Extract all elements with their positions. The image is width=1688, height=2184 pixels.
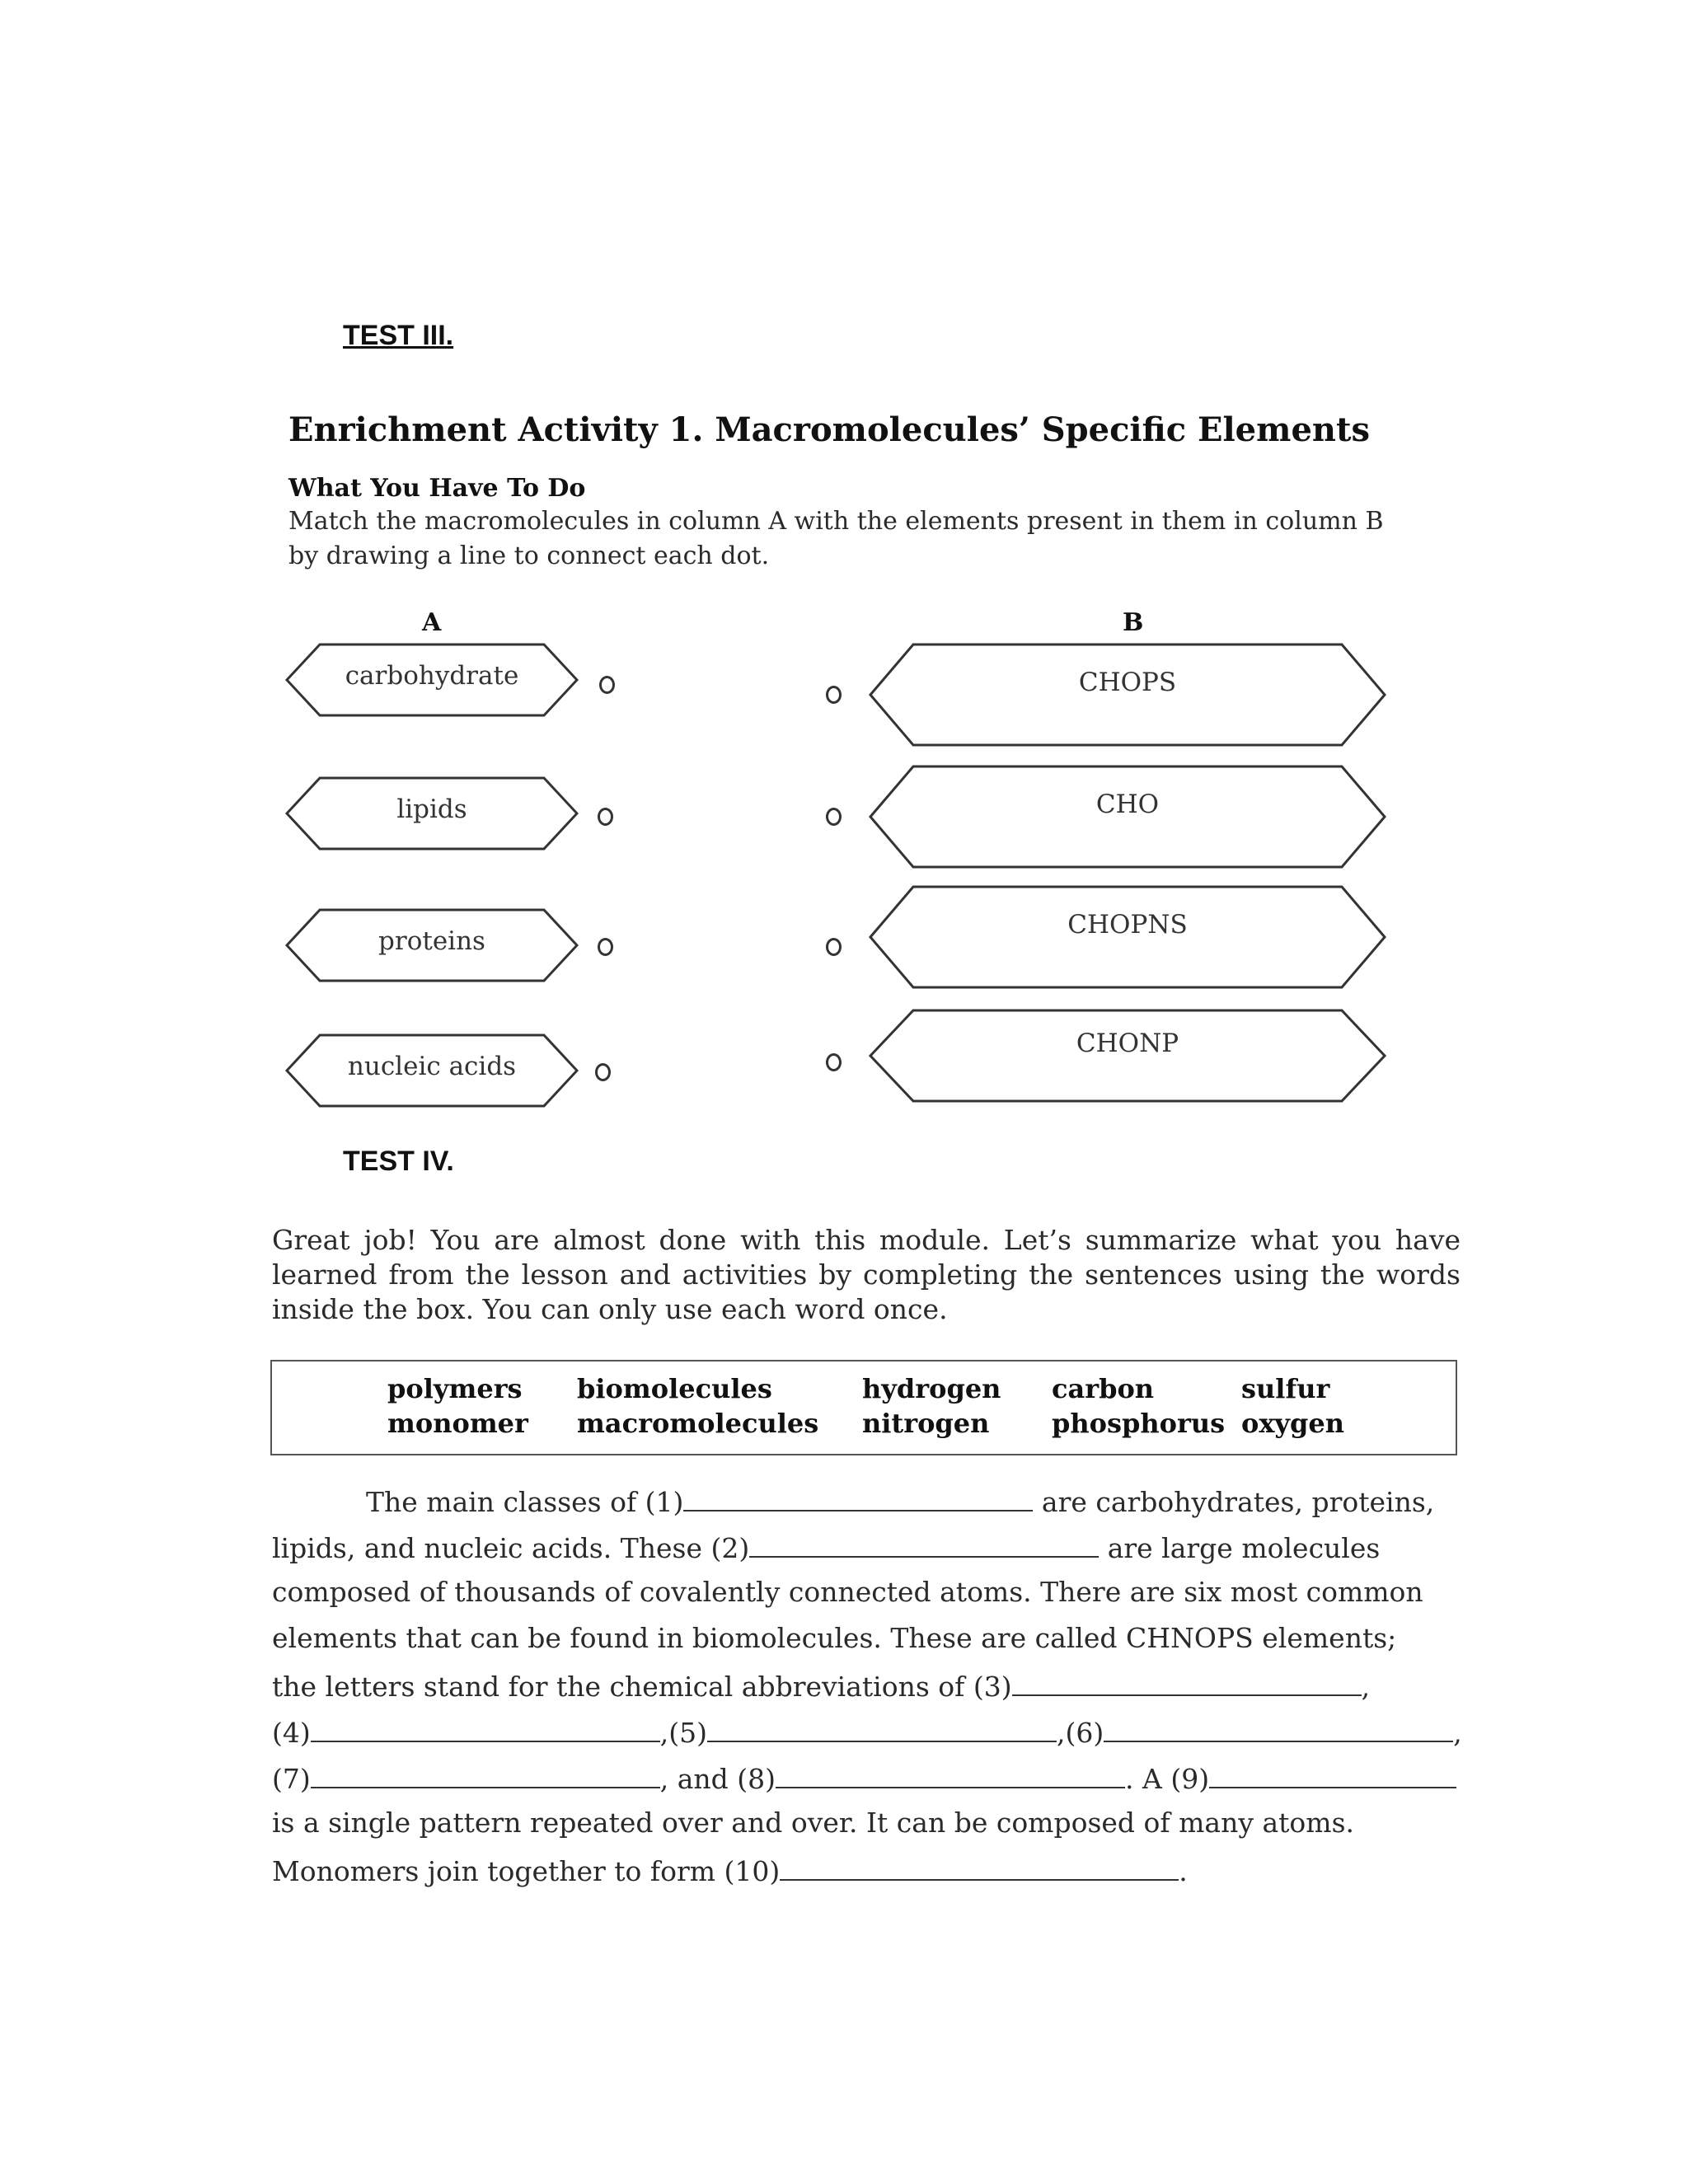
paragraph-line — [272, 1714, 1467, 1749]
column-a-header: A — [422, 608, 442, 637]
paragraph-text: ,(5) — [659, 1717, 707, 1749]
blank-7[interactable] — [311, 1760, 660, 1788]
column-b-item-cho — [869, 765, 1386, 869]
column-a-item-lipids — [285, 776, 579, 851]
column-b-header: B — [1123, 608, 1144, 637]
paragraph-text: (4) — [272, 1717, 311, 1749]
blank-6[interactable] — [1104, 1714, 1453, 1742]
blank-3[interactable] — [1012, 1668, 1362, 1696]
blank-5[interactable] — [707, 1714, 1057, 1742]
paragraph-text: are large molecules — [1099, 1532, 1381, 1564]
column-b-label: CHO — [1095, 790, 1160, 819]
word-box-word: biomolecules — [577, 1373, 772, 1404]
column-a-label: nucleic acids — [347, 1052, 517, 1081]
word-box — [270, 1360, 1457, 1455]
blank-4[interactable] — [311, 1714, 660, 1742]
column-a-label: carbohydrate — [345, 661, 519, 691]
word-box-word: macromolecules — [577, 1408, 819, 1439]
column-a-item-nucleic-acids — [285, 1033, 579, 1108]
activity-subtitle: What You Have To Do — [288, 474, 586, 503]
test-iii-heading: TEST III. — [343, 320, 454, 351]
column-b-item-chops — [869, 643, 1386, 747]
column-a-dot[interactable] — [598, 938, 613, 956]
column-b-item-chopns — [869, 885, 1386, 989]
blank-10[interactable] — [780, 1853, 1179, 1881]
blank-8[interactable] — [776, 1760, 1125, 1788]
paragraph-line — [272, 1530, 1467, 1564]
paragraph-text: , and (8) — [659, 1763, 776, 1795]
column-a-label: proteins — [378, 926, 485, 956]
paragraph-text: . A (9) — [1125, 1763, 1210, 1795]
paragraph-text: Monomers join together to form (10) — [272, 1855, 781, 1887]
paragraph-line: elements that can be found in biomolecules. These are called CHNOPS elements; — [272, 1622, 1397, 1654]
paragraph-line — [366, 1483, 1561, 1518]
word-box-word: monomer — [387, 1408, 528, 1439]
paragraph-line — [272, 1668, 1467, 1703]
paragraph-text: are carbohydrates, proteins, — [1033, 1486, 1435, 1518]
column-b-dot[interactable] — [826, 808, 842, 826]
column-b-label: CHOPNS — [1067, 910, 1188, 940]
activity-title: Enrichment Activity 1. Macromolecules’ Specific Elements — [288, 410, 1370, 449]
column-b-label: CHOPS — [1078, 668, 1177, 697]
word-box-word: oxygen — [1241, 1408, 1345, 1439]
summary-intro: Great job! You are almost done with this module. Let’s summarize what you have learned from the lesson and activities by completing the sentences using the words inside the box. You can only use each word once. — [272, 1224, 1461, 1325]
column-b-label: CHONP — [1076, 1029, 1179, 1058]
paragraph-text: , — [1453, 1717, 1462, 1749]
paragraph-text: the letters stand for the chemical abbreviations of (3) — [272, 1671, 1012, 1703]
paragraph-line: is a single pattern repeated over and over. It can be composed of many atoms. — [272, 1807, 1354, 1839]
column-b-dot[interactable] — [826, 686, 842, 704]
word-box-word: polymers — [387, 1373, 523, 1404]
paragraph-line — [272, 1853, 1467, 1887]
word-box-word: phosphorus — [1052, 1408, 1226, 1439]
blank-2[interactable] — [749, 1530, 1099, 1558]
paragraph-text: ,(6) — [1056, 1717, 1104, 1749]
blank-9[interactable] — [1209, 1760, 1456, 1788]
paragraph-text: (7) — [272, 1763, 311, 1795]
column-a-item-proteins — [285, 908, 579, 982]
paragraph-line: composed of thousands of covalently connected atoms. There are six most common — [272, 1576, 1423, 1608]
column-a-dot[interactable] — [595, 1063, 611, 1081]
column-a-dot[interactable] — [599, 676, 615, 694]
paragraph-text: The main classes of (1) — [366, 1486, 684, 1518]
column-a-item-carbohydrate — [285, 643, 579, 717]
paragraph-line — [272, 1760, 1467, 1795]
column-a-dot[interactable] — [598, 808, 613, 826]
column-a-label: lipids — [396, 794, 467, 824]
column-b-item-chonp — [869, 1009, 1386, 1103]
paragraph-text: , — [1361, 1671, 1371, 1703]
blank-1[interactable] — [683, 1483, 1033, 1511]
test-iv-heading: TEST IV. — [343, 1146, 454, 1177]
column-b-dot[interactable] — [826, 938, 842, 956]
paragraph-text: . — [1179, 1855, 1188, 1887]
column-b-dot[interactable] — [826, 1053, 842, 1071]
activity-instructions: Match the macromolecules in column A with the elements present in them in column B by drawing a line to connect each dot. — [288, 507, 1384, 570]
word-box-word: nitrogen — [862, 1408, 990, 1439]
word-box-word: sulfur — [1241, 1373, 1330, 1404]
paragraph-text: lipids, and nucleic acids. These (2) — [272, 1532, 750, 1564]
word-box-word: carbon — [1052, 1373, 1155, 1404]
word-box-word: hydrogen — [862, 1373, 1001, 1404]
